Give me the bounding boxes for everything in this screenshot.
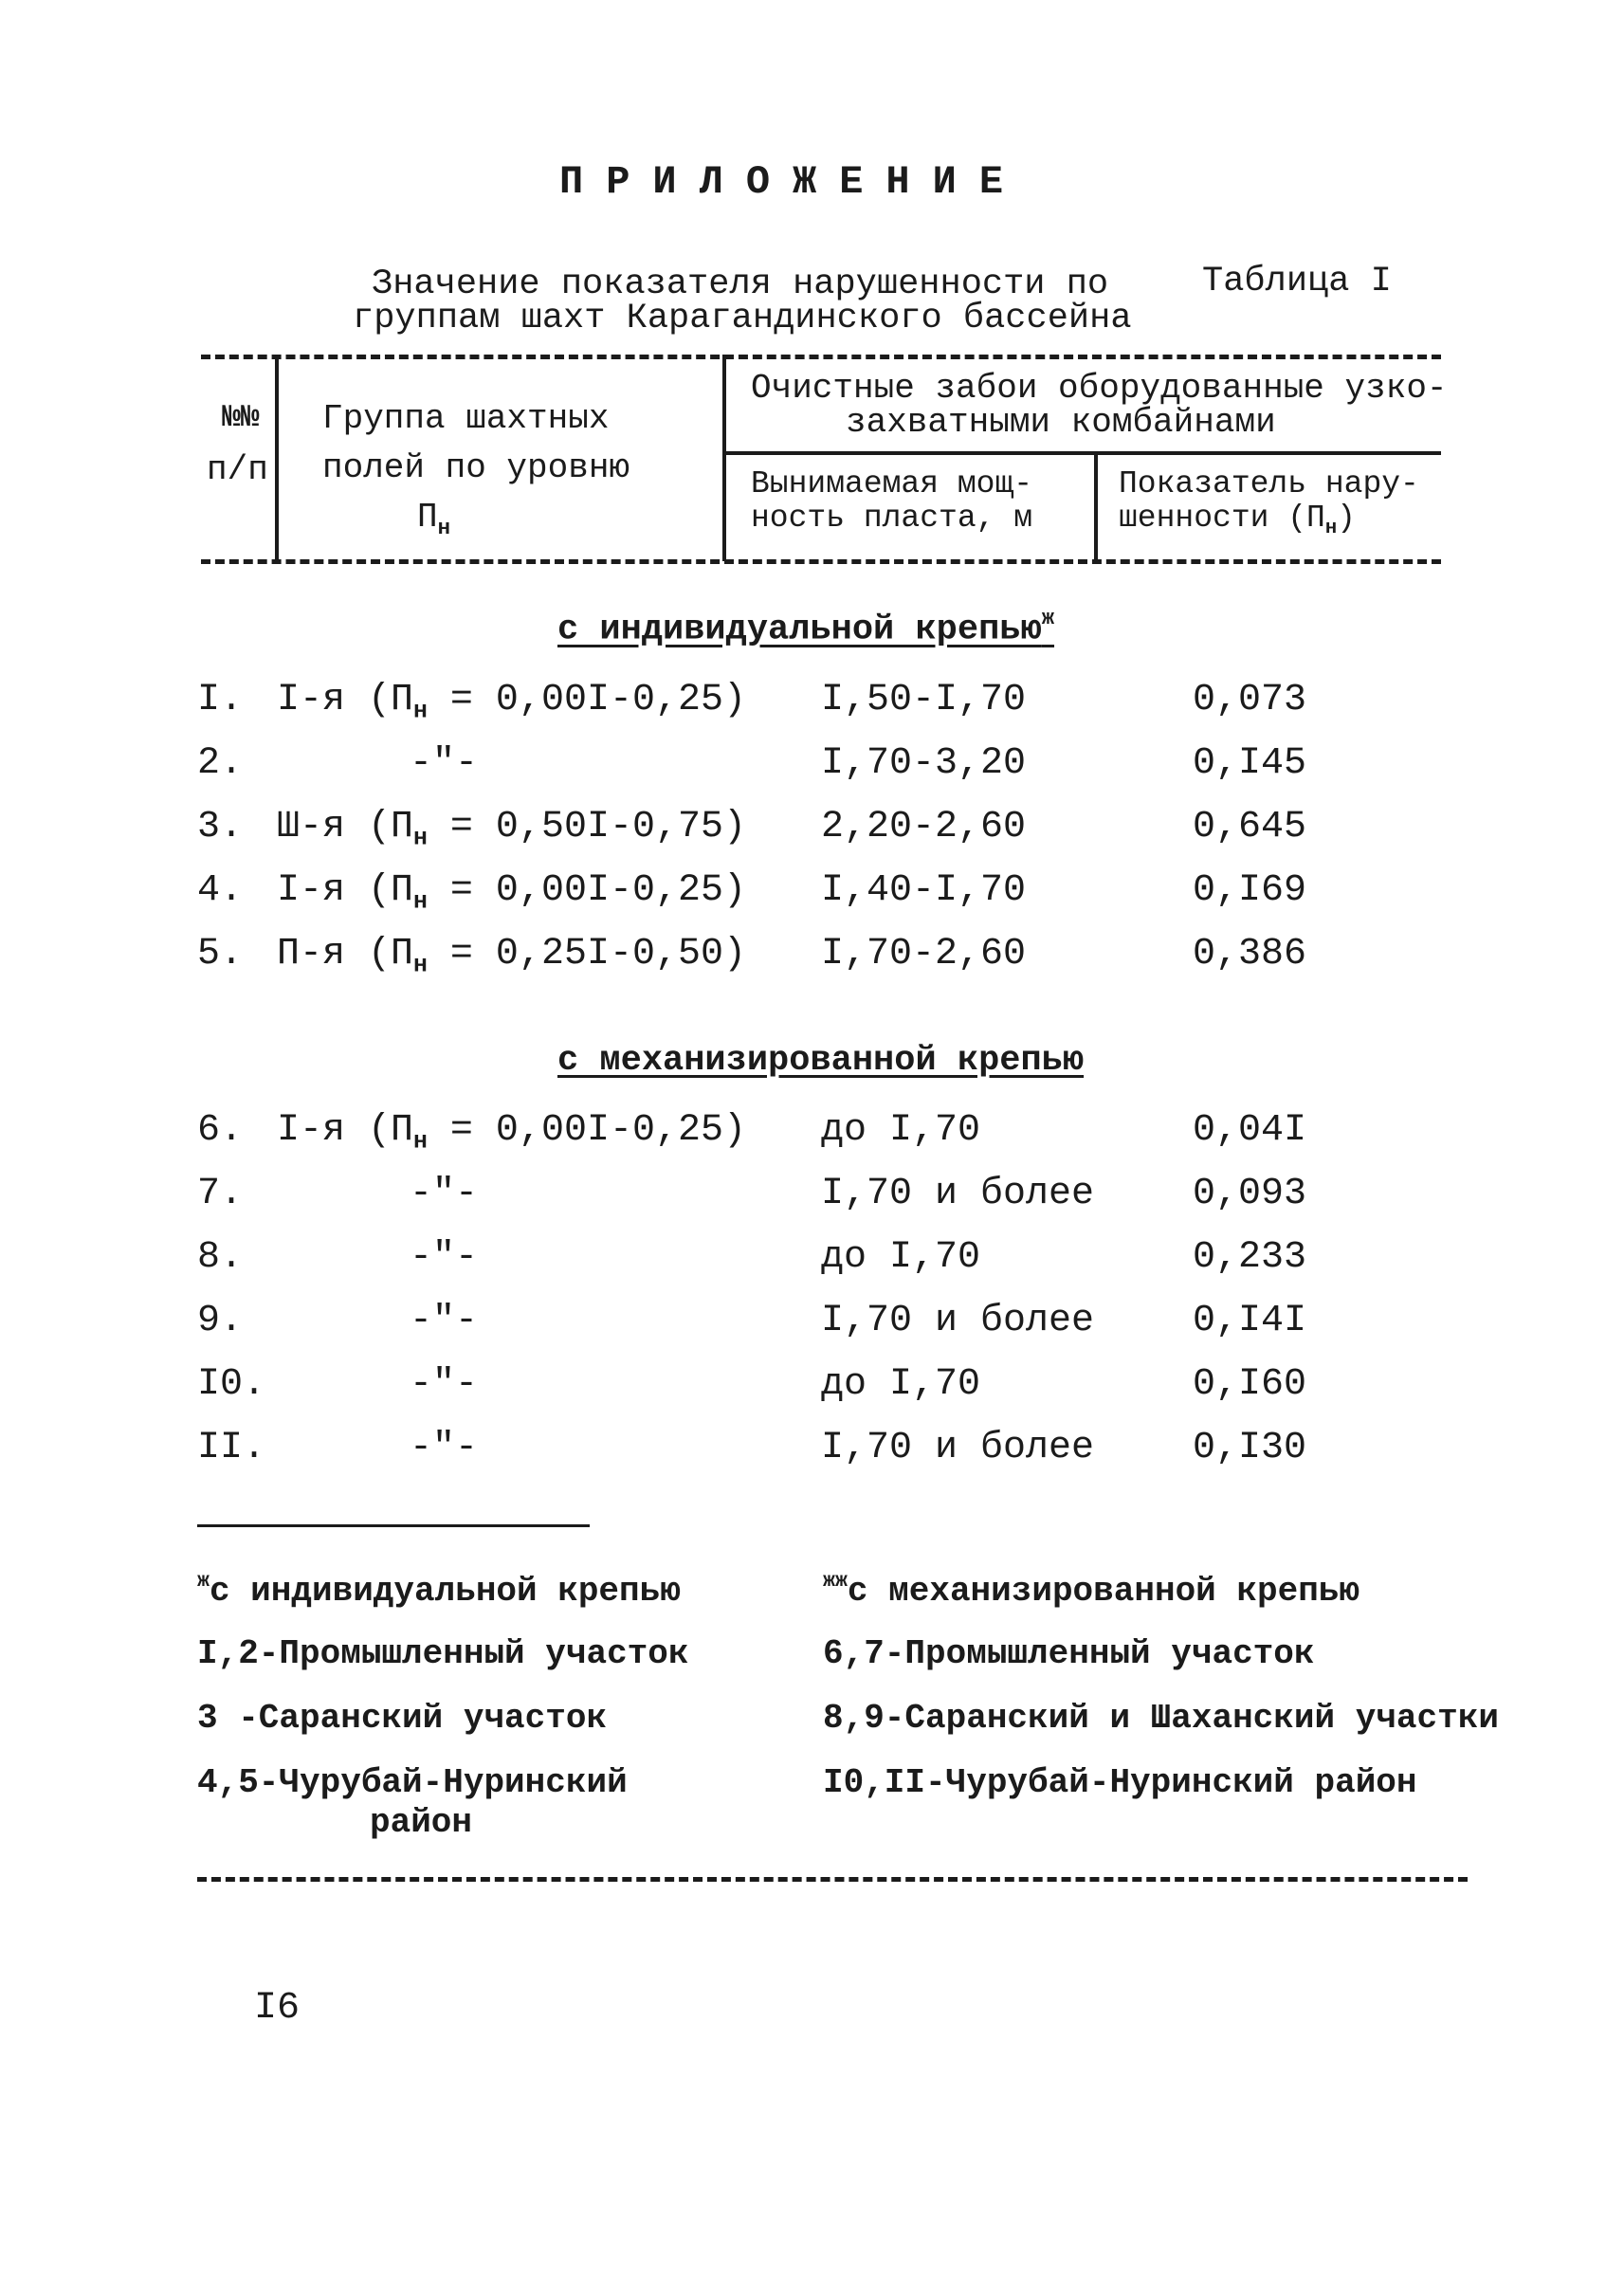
header-num-line2: п/п [207, 450, 268, 489]
row-group: I-я $(П_н = 0,00I-0,25)$ [277, 869, 746, 916]
header-index-line1: Показатель нару- [1119, 466, 1419, 501]
row-number: 7. [197, 1173, 244, 1215]
row-index-value: 0,233 [1193, 1236, 1307, 1279]
row-group: П-я $(П_н = 0,25I-0,50)$ [277, 933, 746, 979]
row-group-ditto: -"- [410, 1236, 479, 1279]
table-bottom-rule [201, 559, 1441, 564]
footnote-left-item: 4,5-Чурубай-Нуринский [197, 1763, 628, 1802]
row-group-ditto: -"- [410, 1173, 479, 1215]
row-thickness: I,70 и более [821, 1427, 1095, 1469]
row-group-ditto: -"- [410, 742, 479, 785]
row-group: Ш-я $(П_н = 0,50I-0,75)$ [277, 806, 746, 852]
section-mechanized-support: с механизированной крепью [557, 1041, 1085, 1081]
row-group: I-я $(П_н = 0,00I-0,25)$ [277, 679, 746, 725]
row-number: I0. [197, 1363, 266, 1406]
header-num-line1: №№ [222, 400, 260, 435]
bottom-rule [197, 1877, 1468, 1882]
row-thickness: до I,70 [821, 1363, 981, 1406]
row-index-value: 0,I60 [1193, 1363, 1307, 1406]
footnote-right-item: 6,7-Промышленный участок [823, 1634, 1315, 1673]
header-index-line2: шенности $(П_н)$ [1119, 501, 1356, 540]
table-caption-line1: Значение показателя нарушенности по [372, 264, 1109, 304]
row-thickness: I,40-I,70 [821, 869, 1027, 912]
row-thickness: 2,20-2,60 [821, 806, 1027, 848]
row-thickness: I,70 и более [821, 1300, 1095, 1342]
row-number: 4. [197, 869, 244, 912]
row-index-value: 0,645 [1193, 806, 1307, 848]
row-number: 2. [197, 742, 244, 785]
header-group-line2: полей по уровню [322, 448, 630, 487]
row-number: 8. [197, 1236, 244, 1279]
row-number: 5. [197, 933, 244, 975]
row-thickness: до I,70 [821, 1236, 981, 1279]
row-group: I-я $(П_н = 0,00I-0,25)$ [277, 1109, 746, 1156]
row-index-value: 0,073 [1193, 679, 1307, 721]
row-index-value: 0,I69 [1193, 869, 1307, 912]
header-divider-2 [722, 355, 726, 561]
row-thickness: I,50-I,70 [821, 679, 1027, 721]
row-thickness: I,70 и более [821, 1173, 1095, 1215]
row-thickness: до I,70 [821, 1109, 981, 1152]
row-index-value: 0,04I [1193, 1109, 1307, 1152]
row-number: II. [197, 1427, 266, 1469]
section-individual-support: с индивидуальной крепью$^ж$ [557, 607, 1055, 650]
row-index-value: 0,I30 [1193, 1427, 1307, 1469]
header-thickness-line1: Вынимаемая мощ- [751, 466, 1033, 501]
row-index-value: 0,I45 [1193, 742, 1307, 785]
header-faces-line2: захватными комбайнами [846, 403, 1276, 442]
header-group-symbol: $П_н$ [417, 498, 450, 540]
table-top-rule [201, 355, 1441, 359]
table-label: Таблица I [1202, 262, 1392, 301]
row-group-ditto: -"- [410, 1363, 479, 1406]
header-divider-1 [275, 355, 279, 561]
row-number: 6. [197, 1109, 244, 1152]
row-group-ditto: -"- [410, 1427, 479, 1469]
footnote-right-item: I0,II-Чурубай-Нуринский район [823, 1763, 1417, 1802]
header-thickness-line2: ность пласта, м [751, 501, 1033, 536]
header-divider-3 [1094, 453, 1098, 561]
footnote-left-item: 3 -Саранский участок [197, 1699, 608, 1738]
header-faces-line1: Очистные забои оборудованные узко- [751, 369, 1448, 408]
row-thickness: I,70-3,20 [821, 742, 1027, 785]
row-number: 9. [197, 1300, 244, 1342]
footnote-right-title: $^{жж}$с механизированной крепью [823, 1570, 1360, 1612]
row-index-value: 0,386 [1193, 933, 1307, 975]
header-subrule [724, 451, 1441, 455]
footnote-separator [197, 1524, 590, 1527]
page-number: I6 [254, 1987, 301, 2030]
row-thickness: I,70-2,60 [821, 933, 1027, 975]
row-index-value: 0,I4I [1193, 1300, 1307, 1342]
row-group-ditto: -"- [410, 1300, 479, 1342]
row-index-value: 0,093 [1193, 1173, 1307, 1215]
page-heading: ПРИЛОЖЕНИЕ [559, 159, 1027, 205]
row-number: I. [197, 679, 244, 721]
footnote-left-title: $^ж$с индивидуальной крепью [197, 1570, 681, 1612]
row-number: 3. [197, 806, 244, 848]
table-caption-line2: группам шахт Карагандинского бассейна [353, 299, 1132, 338]
footnote-left-item: район [370, 1803, 473, 1842]
footnote-left-item: I,2-Промышленный участок [197, 1634, 689, 1673]
footnote-right-item: 8,9-Саранский и Шаханский участки [823, 1699, 1499, 1738]
header-group-line1: Группа шахтных [322, 399, 610, 438]
